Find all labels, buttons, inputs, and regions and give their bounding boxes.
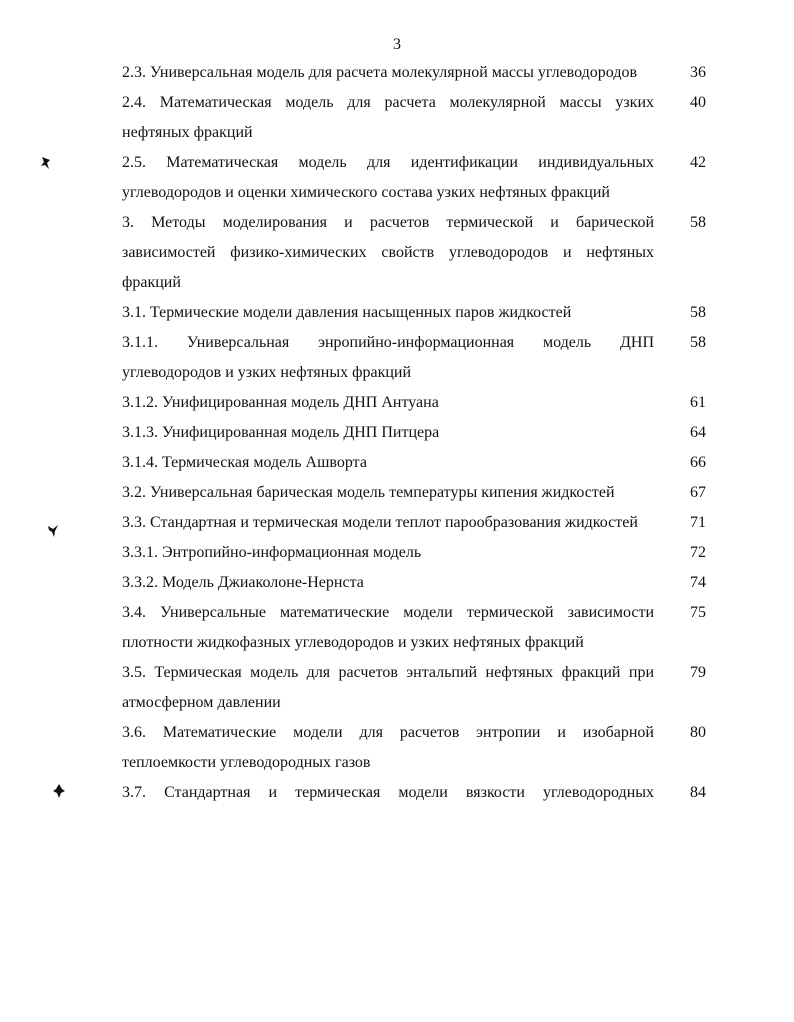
toc-entry-title: 3.1.3. Унифицированная модель ДНП Питцера (122, 424, 440, 441)
toc-entry-page: 72 (690, 544, 706, 561)
toc-entry-page: 66 (690, 454, 706, 471)
toc-entry-title: 2.3. Универсальная модель для расчета молекулярной массы углеводородов (122, 64, 638, 81)
toc-entry (122, 448, 706, 478)
toc-entry-page: 58 (690, 334, 706, 351)
toc-entry (122, 598, 706, 658)
toc-entry (122, 88, 706, 148)
toc-entry (122, 208, 706, 298)
toc-entry-title: 3.4. Универсальные математические модели термической зависимости плотности жидкофазных углеводородов и узких нефтяных фракций (122, 604, 654, 651)
toc-entry (122, 658, 706, 718)
toc-entry-page: 40 (690, 94, 706, 111)
toc-entry (122, 568, 706, 598)
margin-mark (47, 524, 59, 538)
toc-entry (122, 388, 706, 418)
toc-entry-page: 58 (690, 304, 706, 321)
toc-entry-title: 3.3. Стандартная и термическая модели теплот парообразования жидкостей (122, 514, 638, 531)
toc-entry (122, 508, 706, 538)
page-number: 3 (393, 36, 401, 53)
toc-entry (122, 418, 706, 448)
toc-entry-page: 79 (690, 664, 706, 681)
margin-mark (40, 156, 52, 170)
toc-entry-title: 2.5. Математическая модель для идентификации индивидуальных углеводородов и оценки химического состава узких нефтяных фракций (122, 154, 654, 201)
toc-entry-page: 42 (690, 154, 706, 171)
toc-entry-title: 2.4. Математическая модель для расчета молекулярной массы узких нефтяных фракций (122, 94, 654, 141)
toc-entry-page: 84 (690, 784, 706, 801)
toc-entry-title: 3.2. Универсальная барическая модель температуры кипения жидкостей (122, 484, 615, 501)
toc-entry-page: 36 (690, 64, 706, 81)
toc-entry-page: 64 (690, 424, 706, 441)
toc-entry-page: 67 (690, 484, 706, 501)
margin-mark (53, 784, 65, 798)
toc-entry-title: 3.7. Стандартная и термическая модели вязкости углеводородных (122, 784, 654, 801)
toc-entry (122, 718, 706, 778)
toc-entry-title: 3.5. Термическая модель для расчетов энтальпий нефтяных фракций при атмосферном давлении (122, 664, 654, 711)
toc-entry-title: 3.6. Математические модели для расчетов энтропии и изобарной теплоемкости углеводородных газов (122, 724, 654, 771)
toc-entry-title: 3.1.1. Универсальная энропийно-информационная модель ДНП углеводородов и узких нефтяных фракций (122, 334, 654, 381)
toc-entry-title: 3.1.2. Унифицированная модель ДНП Антуана (122, 394, 439, 411)
toc-entry-page: 71 (690, 514, 706, 531)
toc-entry-title: 3.3.2. Модель Джиаколоне-Нернста (122, 574, 364, 591)
toc-entry-page: 58 (690, 214, 706, 231)
toc-entry-page: 75 (690, 604, 706, 621)
toc-entry (122, 148, 706, 208)
toc-entry (122, 478, 706, 508)
toc-entry (122, 538, 706, 568)
table-of-contents (122, 58, 706, 808)
toc-entry-title: 3.1. Термические модели давления насыщенных паров жидкостей (122, 304, 572, 321)
toc-entry-page: 80 (690, 724, 706, 741)
toc-entry (122, 58, 706, 88)
toc-entry-title: 3. Методы моделирования и расчетов термической и барической зависимостей физико-химических свойств углеводородов и нефтяных фракций (122, 214, 654, 291)
toc-entry (122, 778, 706, 808)
toc-entry-page: 61 (690, 394, 706, 411)
toc-entry-title: 3.3.1. Энтропийно-информационная модель (122, 544, 422, 561)
toc-entry (122, 298, 706, 328)
toc-entry (122, 328, 706, 388)
toc-entry-page: 74 (690, 574, 706, 591)
toc-entry-title: 3.1.4. Термическая модель Ашворта (122, 454, 367, 471)
